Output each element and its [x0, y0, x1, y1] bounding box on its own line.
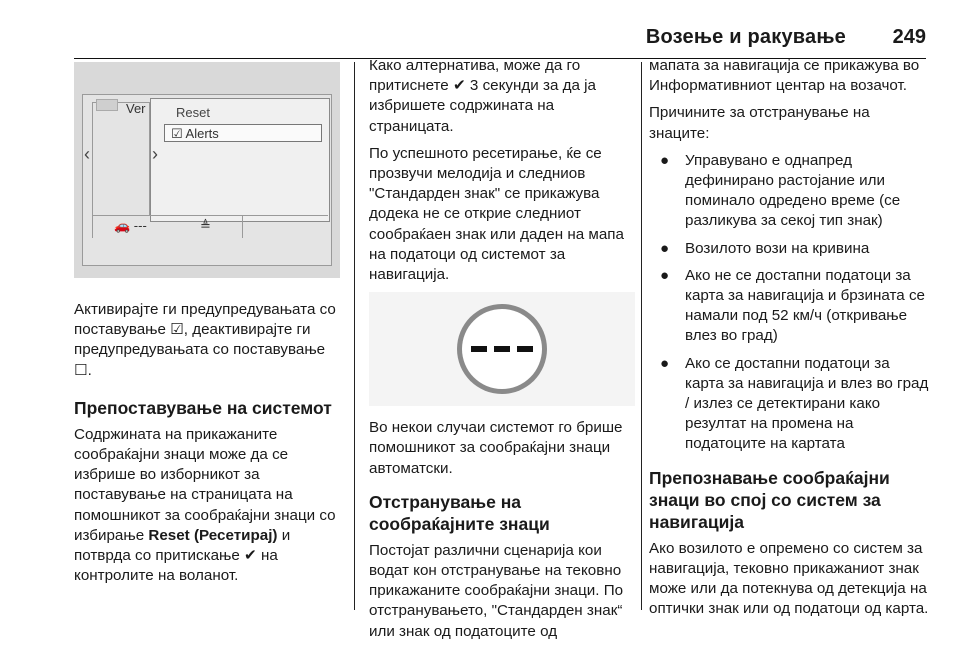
- chevron-left-icon: ‹: [84, 144, 90, 164]
- bullet-icon: ●: [660, 239, 670, 257]
- list-item: [649, 151, 931, 232]
- column-divider-2: [641, 62, 642, 610]
- standard-sign-figure: [369, 292, 635, 406]
- column-1: [74, 62, 340, 593]
- list-item: [649, 239, 931, 259]
- status-bar: [92, 215, 328, 238]
- list-item-text: Управувано е однапред дефинирано растојание или поминало одредено време (се разликува за секој тип знак): [685, 151, 901, 230]
- column-3: [649, 56, 931, 626]
- bullet-icon: ●: [660, 266, 670, 284]
- bold-text: Reset (Ресетирај): [148, 526, 278, 544]
- paragraph: мапата за навигација се прикажува во Информативниот центар на возачот.: [649, 57, 920, 95]
- heading-removal: Отстранување на сообраќајните знаци: [369, 491, 550, 534]
- bullet-icon: ●: [660, 151, 670, 169]
- vehicle-icon: 🚗 ---: [114, 218, 147, 233]
- alerts-option: ☑ Alerts: [164, 124, 322, 142]
- ver-label: Ver: [126, 101, 146, 116]
- status-divider: [242, 216, 243, 238]
- list-item-text: Ако се достапни податоци за карта за навигација и влез во град / излез се детектирани како резултат на промена на податоците на картата: [685, 354, 929, 453]
- text: Содржината на прикажаните сообраќајни знаци може да се избрише во изборникот за поставување на страницата на помошникот за сообраќајни знаци со избирање: [74, 425, 336, 544]
- reasons-list: [649, 151, 931, 455]
- section-title: Возење и ракување: [645, 26, 846, 48]
- paragraph: По успешното ресетирање, ќе се прозвучи мелодија и следниов "Стандарден знак" се прикажува додека не се открие следниот сообраќаен знак или даден на мапа на податоци од системот за навигација.: [369, 144, 624, 284]
- list-item-text: Возилото вози на кривина: [685, 239, 870, 257]
- list-item: [649, 266, 931, 347]
- page-header: [74, 26, 926, 56]
- screen-left-panel: [92, 102, 150, 216]
- heading-navigation: Препознавање сообраќајни знаци во спој со систем за навигација: [649, 467, 890, 532]
- list-item-text: Ако не се достапни податоци за карта за навигација и брзината се намали под 52 км/ч (откривање влез во град): [685, 266, 925, 345]
- list-item: [649, 354, 931, 455]
- paragraph: Причините за отстранување на знаците:: [649, 104, 870, 142]
- reset-label: Reset: [176, 105, 210, 120]
- paragraph: Како алтернатива, може да го притиснете ✔ 3 секунди за да ја избришете содржината на страницата.: [369, 57, 596, 135]
- heading-reset: Препоставување на системот: [74, 397, 332, 418]
- menu-icon: [96, 99, 118, 111]
- paragraph: Постојат различни сценарија кои водат кон отстранување на тековно прикажаните сообраќајни знаци. По отстранувањето, "Стандарден знак“ или знак од податоците од: [369, 541, 624, 640]
- paragraph: Во некои случаи системот го брише помошникот за сообраќајни знаци автоматски.: [369, 419, 623, 477]
- bullet-icon: ●: [660, 354, 670, 372]
- page-number: 249: [892, 26, 926, 48]
- paragraph: Активирајте ги предупредувањата со поставување ☑, деактивирајте ги предупредувањата со поставување ☐.: [74, 301, 336, 379]
- column-divider-1: [354, 62, 355, 610]
- paragraph: [74, 425, 340, 587]
- lane-icon: ≜: [200, 218, 211, 233]
- chevron-right-icon: ›: [152, 144, 158, 164]
- screen-figure: [74, 62, 340, 278]
- paragraph: Ако возилото е опремено со систем за навигација, тековно прикажаниот знак може или да потекнува од детекција на оптички знак или од податоци од карта.: [649, 539, 929, 618]
- text: и потврда со притискање ✔ на контролите на воланот.: [74, 526, 291, 585]
- status-divider: [92, 216, 93, 238]
- column-2: [369, 56, 635, 649]
- standard-sign-icon: [455, 296, 549, 402]
